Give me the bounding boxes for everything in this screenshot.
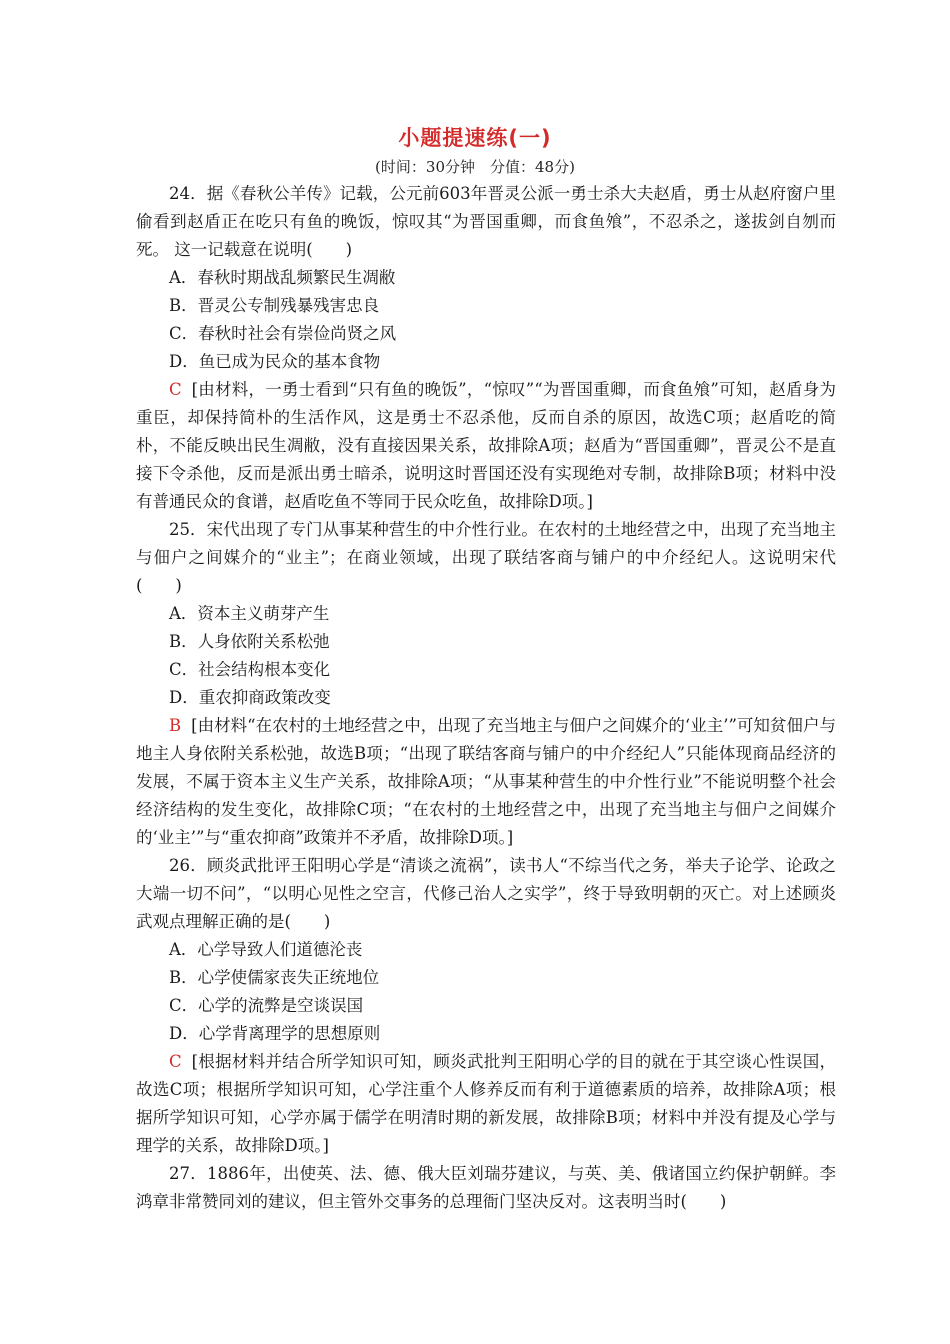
option-a: A．春秋时期战乱频繁民生凋敝 <box>169 268 396 287</box>
question-stem: 27．1886年，出使英、法、德、俄大臣刘瑞芬建议，与英、美、俄诸国立约保护朝鲜。李鸿章非常赞同刘的建议，但主管外交事务的总理衙门坚决反对。这表明当时( ) <box>136 1164 836 1211</box>
question-26 <box>136 852 836 1160</box>
answer-explanation <box>136 1048 836 1160</box>
option-c: C．心学的流弊是空谈误国 <box>169 996 364 1015</box>
answer-letter: C <box>169 1052 182 1071</box>
questions-content <box>136 180 836 1216</box>
explanation-text: [由材料，一勇士看到“只有鱼的晚饭”，“惊叹”“为晋国重卿，而食鱼飧”可知，赵盾身为重臣，却保持简朴的生活作风，这是勇士不忍杀他，反而自杀的原因，故选C项；赵盾吃的简朴，不能反映出民生凋敝，没有直接因果关系，故排除A项；赵盾为“晋国重卿”，晋灵公不是直接下令杀他，反而是派出勇士暗杀，说明这时晋国还没有实现绝对专制，故排除B项；材料中没有普通民众的食谱，赵盾吃鱼不等同于民众吃鱼，故排除D项。] <box>136 380 836 511</box>
page-title: 小题提速练(一) <box>398 126 552 150</box>
question-stem: 25．宋代出现了专门从事某种营生的中介性行业。在农村的土地经营之中，出现了充当地主与佃户之间媒介的“业主”；在商业领域，出现了联结客商与铺户的中介经纪人。这说明宋代( ) <box>136 520 836 595</box>
question-27 <box>136 1160 836 1216</box>
option-d: D．心学背离理学的思想原则 <box>169 1024 381 1043</box>
option-a: A．心学导致人们道德沦丧 <box>169 940 363 959</box>
question-stem: 24．据《春秋公羊传》记载，公元前603年晋灵公派一勇士杀大夫赵盾，勇士从赵府窗户里偷看到赵盾正在吃只有鱼的晚饭，惊叹其“为晋国重卿，而食鱼飧”，不忍杀之，遂拔剑自刎而死。 这一记载意在说明( ) <box>136 184 836 259</box>
option-d: D．重农抑商政策改变 <box>169 688 331 707</box>
answer-explanation <box>136 376 836 516</box>
explanation-text: [根据材料并结合所学知识可知，顾炎武批判王阳明心学的目的就在于其空谈心性误国，故选C项；根据所学知识可知，心学注重个人修养反而有利于道德素质的培养，故排除A项；根据所学知识可知，心学亦属于儒学在明清时期的新发展，故排除B项；材料中并没有提及心学与理学的关系，故排除D项。] <box>136 1052 836 1155</box>
question-25 <box>136 516 836 852</box>
question-24 <box>136 180 836 516</box>
question-stem: 26．顾炎武批评王阳明心学是“清谈之流祸”，读书人“不综当代之务，举夫子论学、论政之大端一切不问”，“以明心见性之空言，代修己治人之实学”，终于导致明朝的灭亡。对上述顾炎武观点理解正确的是( ) <box>136 856 836 931</box>
option-d: D．鱼已成为民众的基本食物 <box>169 352 381 371</box>
answer-explanation <box>136 712 836 852</box>
option-b: B．晋灵公专制残暴残害忠良 <box>169 296 380 315</box>
option-a: A．资本主义萌芽产生 <box>169 604 330 623</box>
time-score-info: (时间：30分钟 分值：48分) <box>375 158 575 176</box>
option-b: B．心学使儒家丧失正统地位 <box>169 968 380 987</box>
option-c: C．社会结构根本变化 <box>169 660 331 679</box>
answer-letter: B <box>169 716 182 735</box>
answer-letter: C <box>169 380 182 399</box>
option-c: C．春秋时社会有崇俭尚贤之风 <box>169 324 397 343</box>
explanation-text: [由材料“在农村的土地经营之中，出现了充当地主与佃户之间媒介的‘业主’”可知贫佃户与地主人身依附关系松弛，故选B项；“出现了联结客商与铺户的中介经纪人”只能体现商品经济的发展，不属于资本主义生产关系，故排除A项；“从事某种营生的中介性行业”不能说明整个社会经济结构的发生变化，故排除C项；“在农村的土地经营之中，出现了充当地主与佃户之间媒介的‘业主’”与“重农抑商”政策并不矛盾，故排除D项。] <box>136 716 836 847</box>
option-b: B．人身依附关系松弛 <box>169 632 330 651</box>
